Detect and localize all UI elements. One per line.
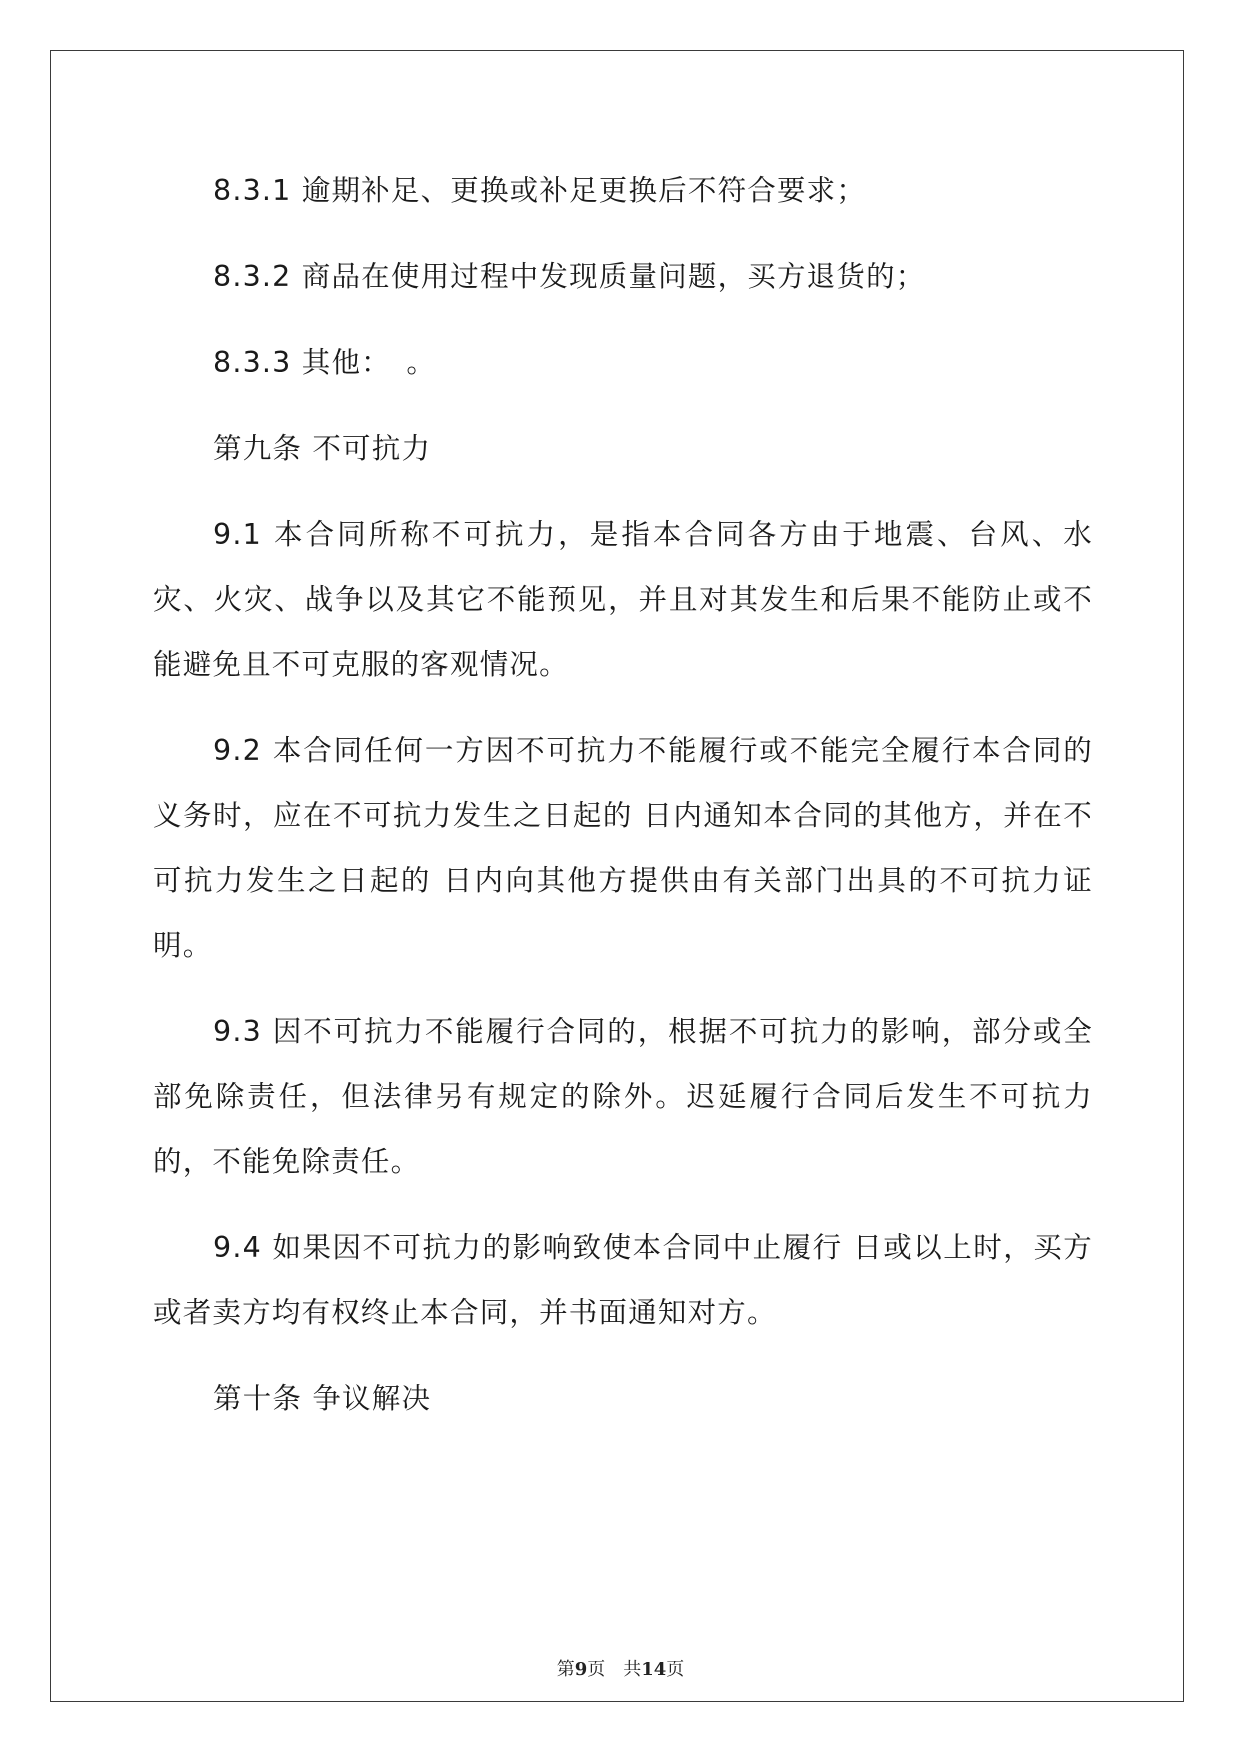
clause-9-4: 9.4 如果因不可抗力的影响致使本合同中止履行 日或以上时，买方或者卖方均有权终止本合同，并书面通知对方。 <box>153 1231 1093 1329</box>
clause-9-3: 9.3 因不可抗力不能履行合同的，根据不可抗力的影响，部分或全部免除责任，但法律另有规定的除外。迟延履行合同后发生不可抗力的，不能免除责任。 <box>153 1015 1093 1178</box>
article-10-heading: 第十条 争议解决 <box>213 1382 432 1415</box>
clause-8-3-1: 8.3.1 逾期补足、更换或补足更换后不符合要求； <box>213 174 867 207</box>
footer-prefix: 第 <box>556 1659 575 1680</box>
page-number: 9 <box>574 1659 588 1680</box>
footer-suffix: 页 <box>666 1659 685 1680</box>
clause-8-3-2: 8.3.2 商品在使用过程中发现质量问题，买方退货的； <box>213 260 926 293</box>
article-9-heading: 第九条 不可抗力 <box>213 432 432 465</box>
clause-8-3-3: 8.3.3 其他： 。 <box>213 346 437 379</box>
footer-middle: 页 共 <box>587 1659 642 1680</box>
document-body <box>153 158 1093 1452</box>
clause-9-1: 9.1 本合同所称不可抗力，是指本合同各方由于地震、台风、水灾、火灾、战争以及其它不能预见，并且对其发生和后果不能防止或不能避免且不可克服的客观情况。 <box>153 518 1093 681</box>
page-footer <box>0 1655 1241 1681</box>
clause-9-2: 9.2 本合同任何一方因不可抗力不能履行或不能完全履行本合同的义务时，应在不可抗力发生之日起的 日内通知本合同的其他方，并在不可抗力发生之日起的 日内向其他方提供由有关部门出具的不可抗力证明。 <box>153 734 1093 962</box>
total-pages: 14 <box>641 1659 667 1680</box>
